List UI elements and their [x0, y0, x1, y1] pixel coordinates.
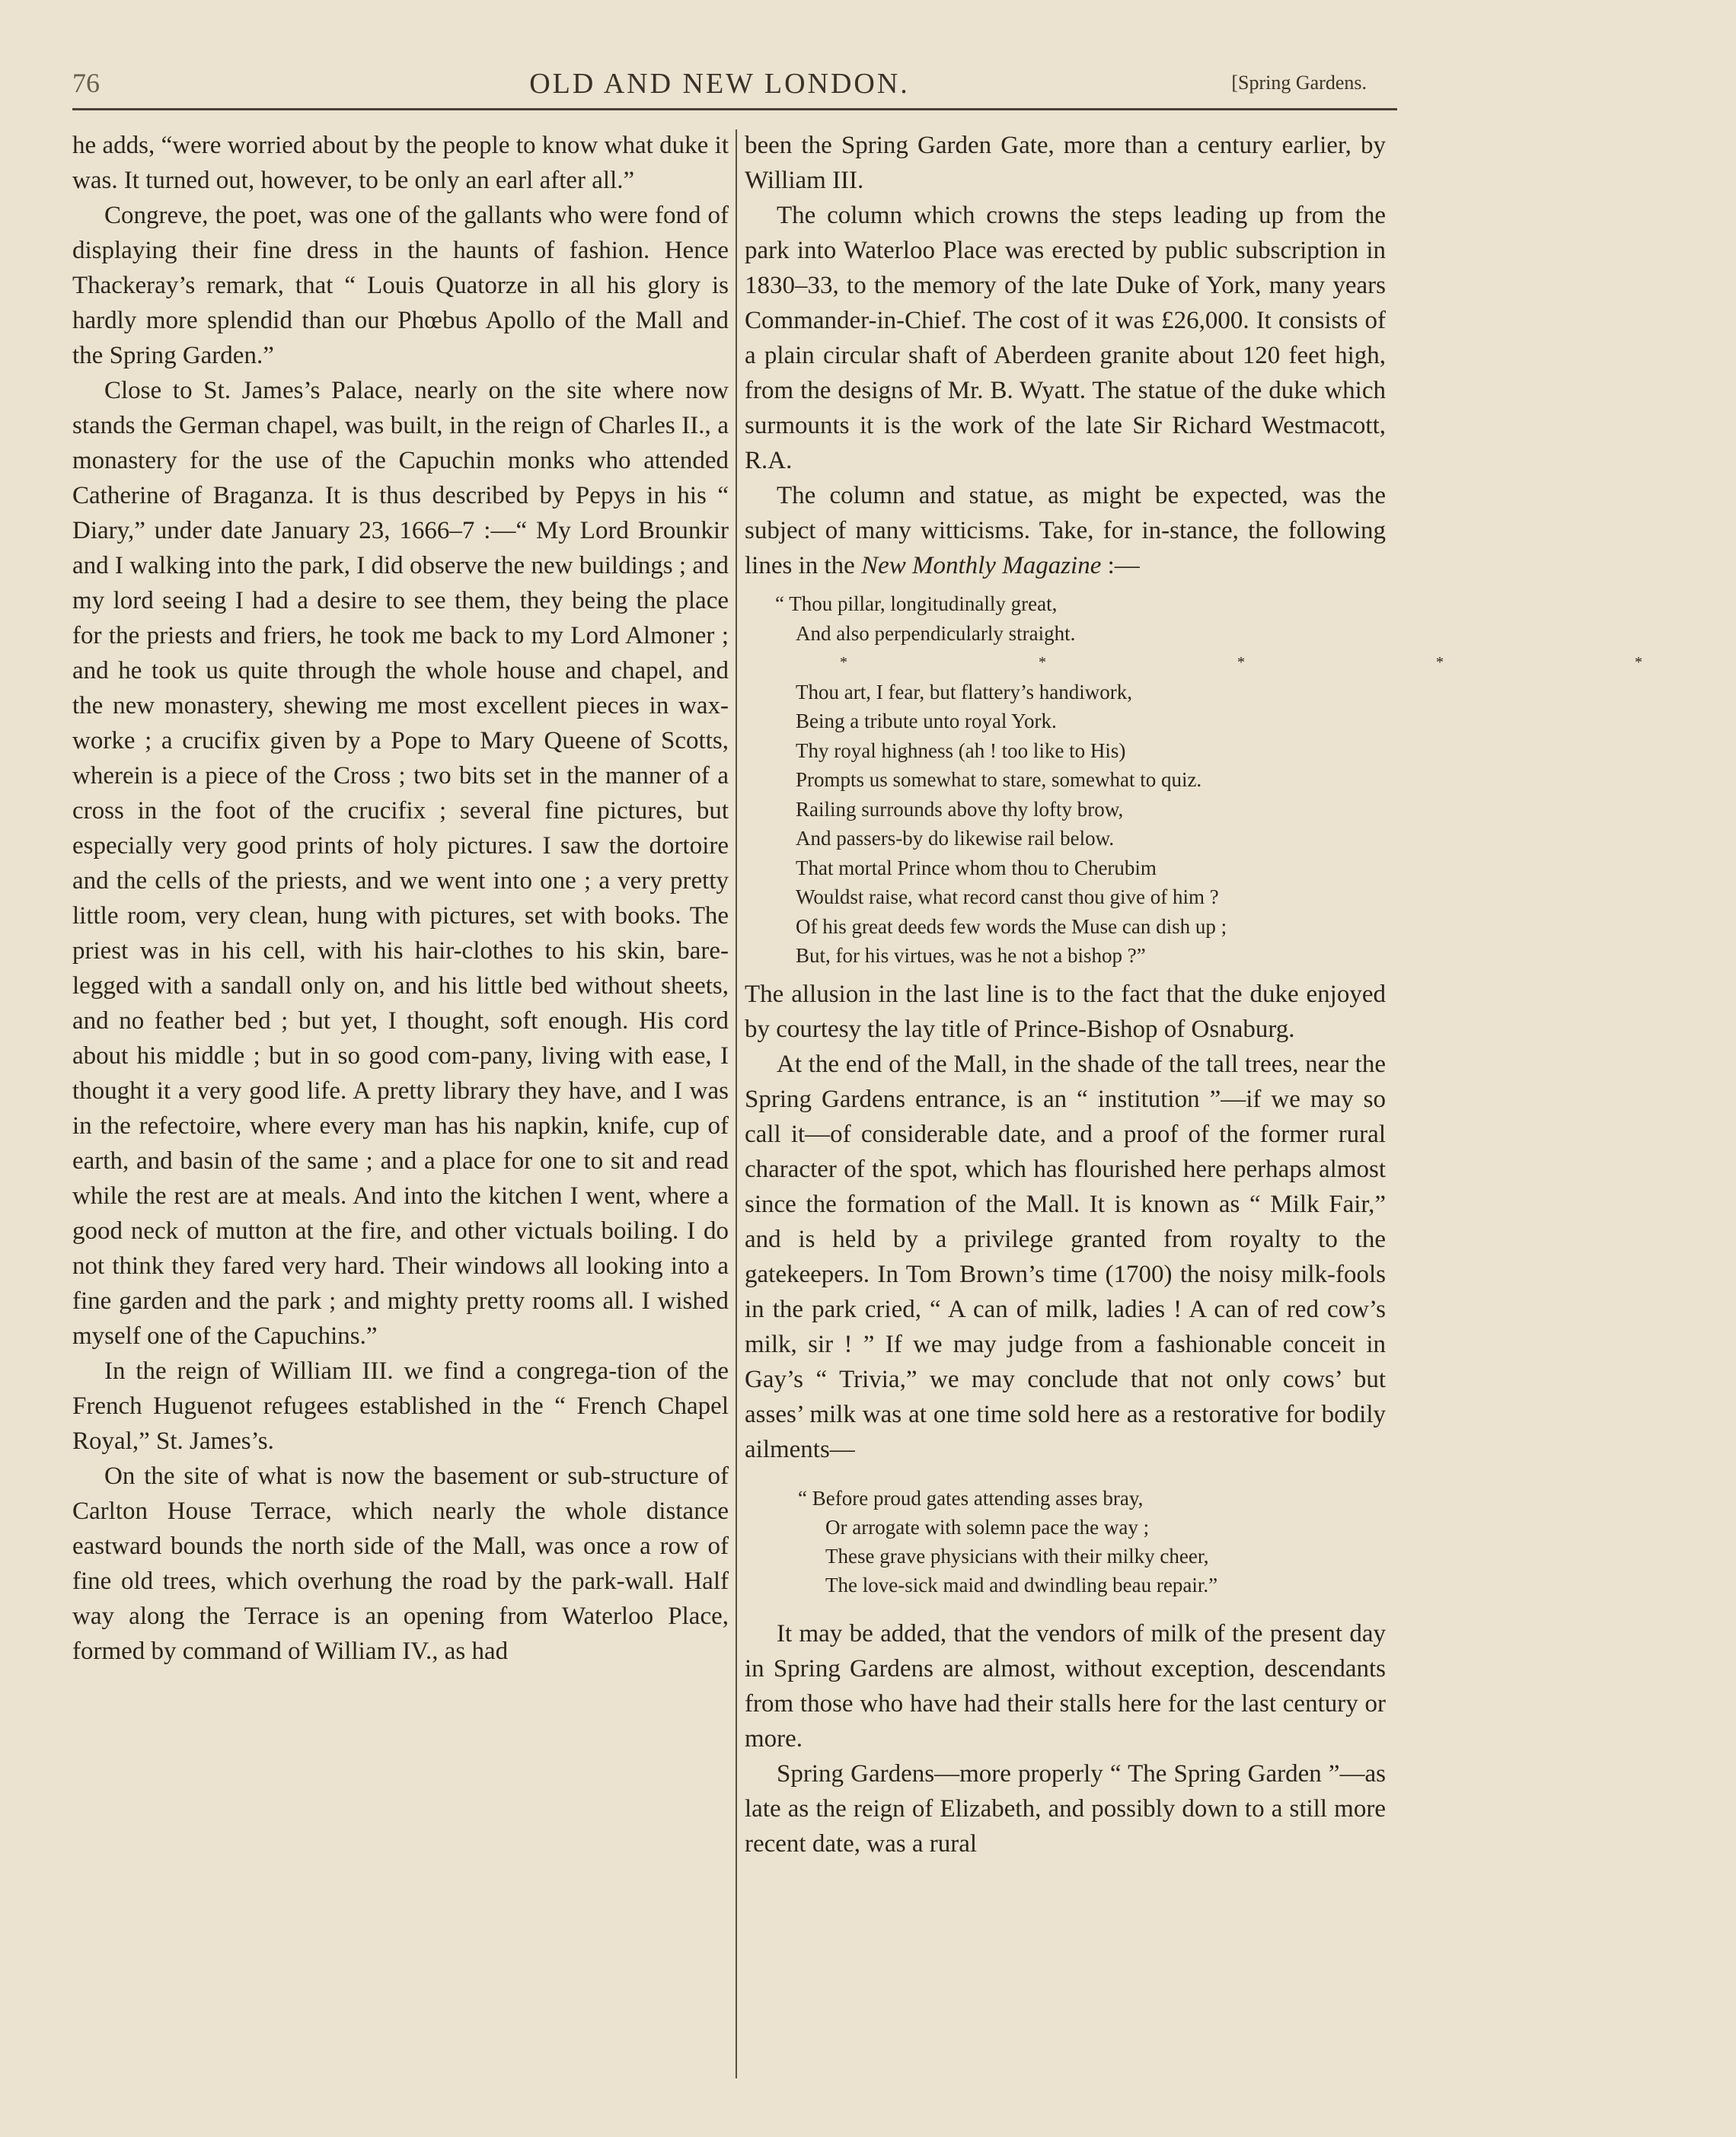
verse-line: “ Before proud gates attending asses bray,: [798, 1486, 1144, 1510]
running-title: OLD AND NEW LONDON.: [529, 68, 910, 100]
verse-block: [745, 1484, 1386, 1600]
verse-line: Railing surrounds above thy lofty brow,: [796, 797, 1124, 821]
paragraph: Spring Gardens—more properly “ The Spring Garden ”—as late as the reign of Elizabeth, and possibly down to a still more recent date, was a rural: [745, 1759, 1386, 1858]
paragraph: The column which crowns the steps leading up from the park into Waterloo Place was erected by public subscription in 1830–33, to the memory of the late Duke of York, many years Commander-in-Chief. The cost of it was £26,000. It consists of a plain circular shaft of Aberdeen granite about 120 feet high, from the designs of Mr. B. Wyatt. The statue of the duke which surmounts it is the work of the late Sir Richard Westmacott, R.A.: [745, 202, 1386, 474]
verse-block: [745, 589, 1736, 971]
paragraph: On the site of what is now the basement or sub-structure of Carlton House Terrace, which nearly the whole distance eastward bounds the north side of the Mall, was once a row of fine old trees, which overhung the road by the park-wall. Half way along the Terrace is an opening from Waterloo Place, formed by command of William IV., as had: [72, 1462, 729, 1665]
paragraph: The allusion in the last line is to the fact that the duke enjoyed by courtesy the lay title of Prince-Bishop of Osnaburg.: [745, 980, 1386, 1043]
verse-line: Prompts us somewhat to stare, somewhat to quiz.: [796, 768, 1202, 791]
section-title: [Spring Gardens.: [1231, 72, 1367, 94]
column-divider: [736, 129, 737, 2078]
verse-ornament: * * * * *: [840, 654, 1736, 671]
verse-line: Being a tribute unto royal York.: [796, 710, 1057, 732]
paragraph-text: :—: [1101, 552, 1140, 579]
paragraph: Congreve, the poet, was one of the gallants who were fond of displaying their fine dress in the haunts of fashion. Hence Thackeray’s remark, that “ Louis Quatorze in all his glory is hardly more splendid than our Phœbus Apollo of the Mall and the Spring Garden.”: [72, 202, 729, 369]
magazine-title: New Monthly Magazine: [861, 552, 1102, 579]
paragraph: been the Spring Garden Gate, more than a century earlier, by William III.: [745, 132, 1386, 194]
verse-line: But, for his virtues, was he not a bishop ?”: [796, 944, 1146, 967]
paragraph: It may be added, that the vendors of milk of the present day in Spring Gardens are almost, without exception, descendants from those who have had their stalls here for the last century or more.: [745, 1619, 1386, 1753]
paragraph: Close to St. James’s Palace, nearly on the site where now stands the German chapel, was built, in the reign of Charles II., a monastery for the use of the Capuchin monks who attended Catherine of Braganza. It is thus described by Pepys in his “ Diary,” under date January 23, 1666–7 :—“ My Lord Brounkir and I walking into the park, I did observe the new buildings ; and my lord seeing I had a desire to see them, they being the place for the priests and friers, he took me back to my Lord Almoner ; and he took us quite through the whole house and chapel, and the new monastery, shewing me most excellent pieces in wax-worke ; a crucifix given by a Pope to Mary Queene of Scotts, wherein is a piece of the Cross ; two bits set in the manner of a cross in the foot of the crucifix ; several fine pictures, but especially very good prints of holy pictures. I saw the dortoire and the cells of the priests, and we went into one ; a very pretty little room, very clean, hung with pictures, set with books. The priest was in his cell, with his hair-clothes to his skin, bare-legged with a sandall only on, and his little bed without sheets, and no feather bed ; but yet, I thought, soft enough. His cord about his middle ; but in so good com-pany, living with ease, I thought it a very good life. A pretty library they have, and I was in the refectoire, where every man has his napkin, knife, cup of earth, and basin of the same ; and a place for one to sit and read while the rest are at meals. And into the kitchen I went, where a good neck of mutton at the fire, and other victuals boiling. I do not think they fared very hard. Their windows all looking into a fine garden and the park ; and mighty pretty rooms all. I wished myself one of the Capuchins.”: [72, 377, 729, 1350]
verse-line: And passers-by do likewise rail below.: [796, 827, 1115, 850]
paragraph: In the reign of William III. we find a congrega-tion of the French Huguenot refugees established in the “ French Chapel Royal,” St. James’s.: [72, 1357, 729, 1455]
verse-line: Thy royal highness (ah ! too like to His): [796, 738, 1126, 762]
paragraph: At the end of the Mall, in the shade of the tall trees, near the Spring Gardens entrance, is an “ institution ”—if we may so call it—of considerable date, and a proof of the former rural character of the spot, which has flourished here perhaps almost since the formation of the Mall. It is known as “ Milk Fair,” and is held by a privilege granted from royalty to the gatekeepers. In Tom Brown’s time (1700) the noisy milk-fools in the park cried, “ A can of milk, ladies ! A can of red cow’s milk, sir ! ” If we may judge from a fashionable conceit in Gay’s “ Trivia,” we may conclude that not only cows’ but asses’ milk was at one time sold here as a restorative for bodily ailments—: [745, 1050, 1386, 1463]
verse-line: “ Thou pillar, longitudinally great,: [775, 592, 1058, 615]
page-number: 76: [72, 68, 100, 98]
left-column: [72, 128, 729, 1669]
verse-line: Wouldst raise, what record canst thou give of him ?: [796, 885, 1219, 908]
page-header: [72, 67, 1367, 105]
paragraph: [745, 478, 1386, 583]
verse-line: Of his great deeds few words the Muse can dish up ;: [796, 914, 1227, 938]
verse-line: These grave physicians with their milky cheer,: [825, 1544, 1209, 1568]
verse-line: Or arrogate with solemn pace the way ;: [825, 1515, 1150, 1539]
paragraph-text: The column and statue, as might be expected, was the subject of many witticisms. Take, for in-stance, the following lines in the: [745, 482, 1386, 579]
right-column: [745, 128, 1736, 1861]
verse-line: And also perpendicularly straight.: [796, 621, 1076, 645]
verse-line: Thou art, I fear, but flattery’s handiwork,: [796, 680, 1133, 703]
verse-line: That mortal Prince whom thou to Cherubim: [796, 856, 1157, 879]
header-rule: [72, 108, 1397, 110]
paragraph: he adds, “were worried about by the people to know what duke it was. It turned out, however, to be only an earl after all.”: [72, 132, 729, 194]
verse-line: The love-sick maid and dwindling beau repair.”: [825, 1573, 1218, 1596]
